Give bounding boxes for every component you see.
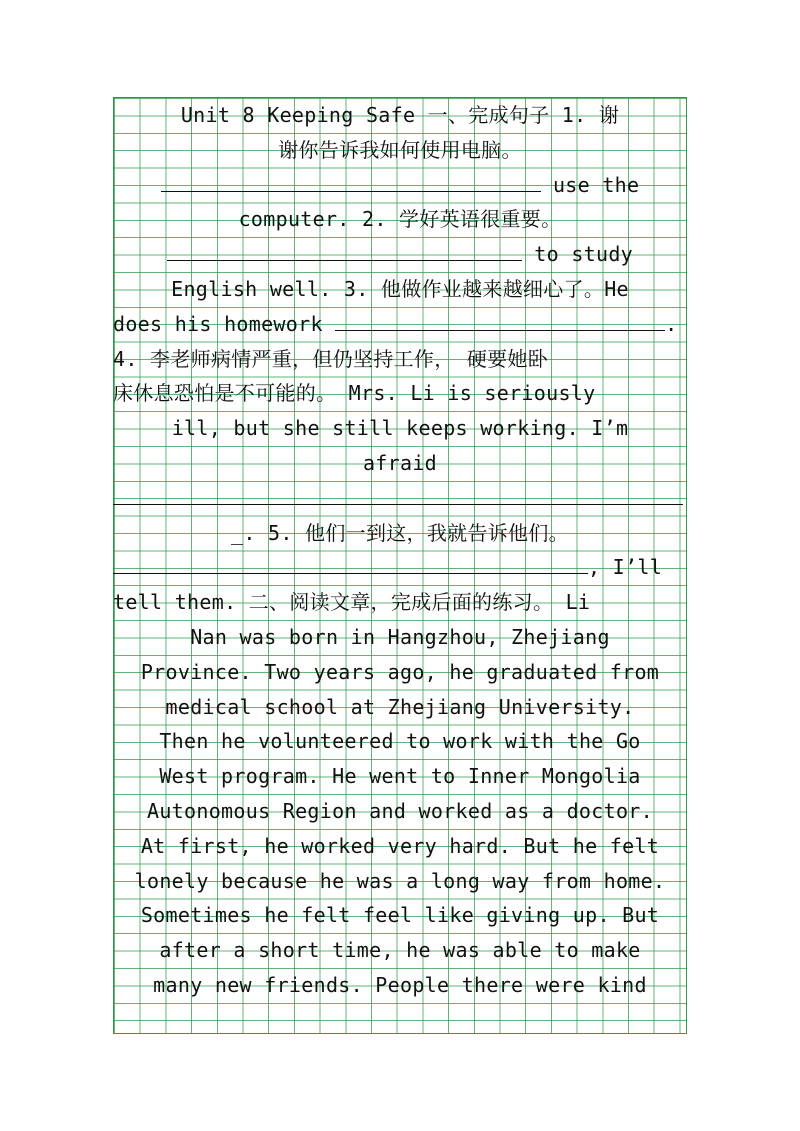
answer-blank <box>335 312 665 331</box>
text-line <box>113 272 687 307</box>
text-line <box>113 864 687 899</box>
line-text: tell them. 二、阅读文章，完成后面的练习。 Li <box>113 590 591 615</box>
text-line <box>113 690 687 725</box>
answer-blank <box>167 242 522 261</box>
text-line <box>113 759 687 794</box>
line-text: Then he volunteered to work with the Go <box>159 729 641 754</box>
text-line <box>113 98 687 133</box>
answer-blank <box>113 555 588 574</box>
line-text: At first, he worked very hard. But he felt <box>140 833 660 858</box>
line-text-after: to study <box>521 242 634 267</box>
document-text <box>113 98 687 1003</box>
text-line <box>113 585 687 620</box>
line-text: Nan was born in Hangzhou, Zhejiang <box>190 624 610 649</box>
text-line <box>113 968 687 1003</box>
line-text: ill, but she still keeps working. I’m <box>171 416 629 441</box>
line-text: Autonomous Region and worked as a doctor. <box>147 798 653 823</box>
text-line <box>113 620 687 655</box>
line-text: English well. 3. 他做作业越来越细心了。He <box>171 276 629 301</box>
text-line <box>113 655 687 690</box>
text-line <box>113 933 687 968</box>
text-line <box>113 481 687 516</box>
text-line <box>113 550 687 585</box>
text-line <box>113 794 687 829</box>
text-line <box>113 342 687 377</box>
text-line <box>113 133 687 168</box>
line-text-after: use the <box>540 172 640 197</box>
line-text: Unit 8 Keeping Safe 一、完成句子 1. 谢 <box>180 103 620 127</box>
text-line <box>113 202 687 237</box>
text-line <box>113 829 687 864</box>
line-text: _. 5. 他们一到这，我就告诉他们。 <box>231 520 569 545</box>
line-text: computer. 2. 学好英语很重要。 <box>238 207 562 232</box>
text-line <box>113 307 687 342</box>
line-text: Sometimes he felt feel like giving up. But <box>140 903 660 928</box>
line-text: 4. 李老师病情严重，但仍坚持工作， 硬要她卧 <box>113 346 549 371</box>
text-line <box>113 724 687 759</box>
line-text: after a short time, he was able to make <box>159 938 641 963</box>
line-text: afraid <box>362 450 438 475</box>
answer-blank <box>113 486 683 505</box>
line-text-after: , I’ll <box>588 555 663 580</box>
text-line <box>113 237 687 272</box>
line-text: lonely because he was a long way from home. <box>134 868 666 893</box>
line-text-after: . <box>665 311 678 336</box>
text-line <box>113 411 687 446</box>
answer-blank <box>161 173 541 192</box>
text-line <box>113 376 687 411</box>
line-text: Province. Two years ago, he graduated from <box>140 659 660 684</box>
line-text: West program. He went to Inner Mongolia <box>159 764 641 789</box>
text-line <box>113 446 687 481</box>
line-text: does his homework <box>113 311 336 336</box>
line-text: 谢你告诉我如何使用电脑。 <box>278 137 522 162</box>
line-text: medical school at Zhejiang University. <box>165 694 635 719</box>
text-line <box>113 516 687 551</box>
text-line <box>113 898 687 933</box>
line-text: many new friends. People there were kind <box>153 972 647 997</box>
text-line <box>113 168 687 203</box>
line-text: 床休息恐怕是不可能的。 Mrs. Li is seriously <box>113 381 596 406</box>
